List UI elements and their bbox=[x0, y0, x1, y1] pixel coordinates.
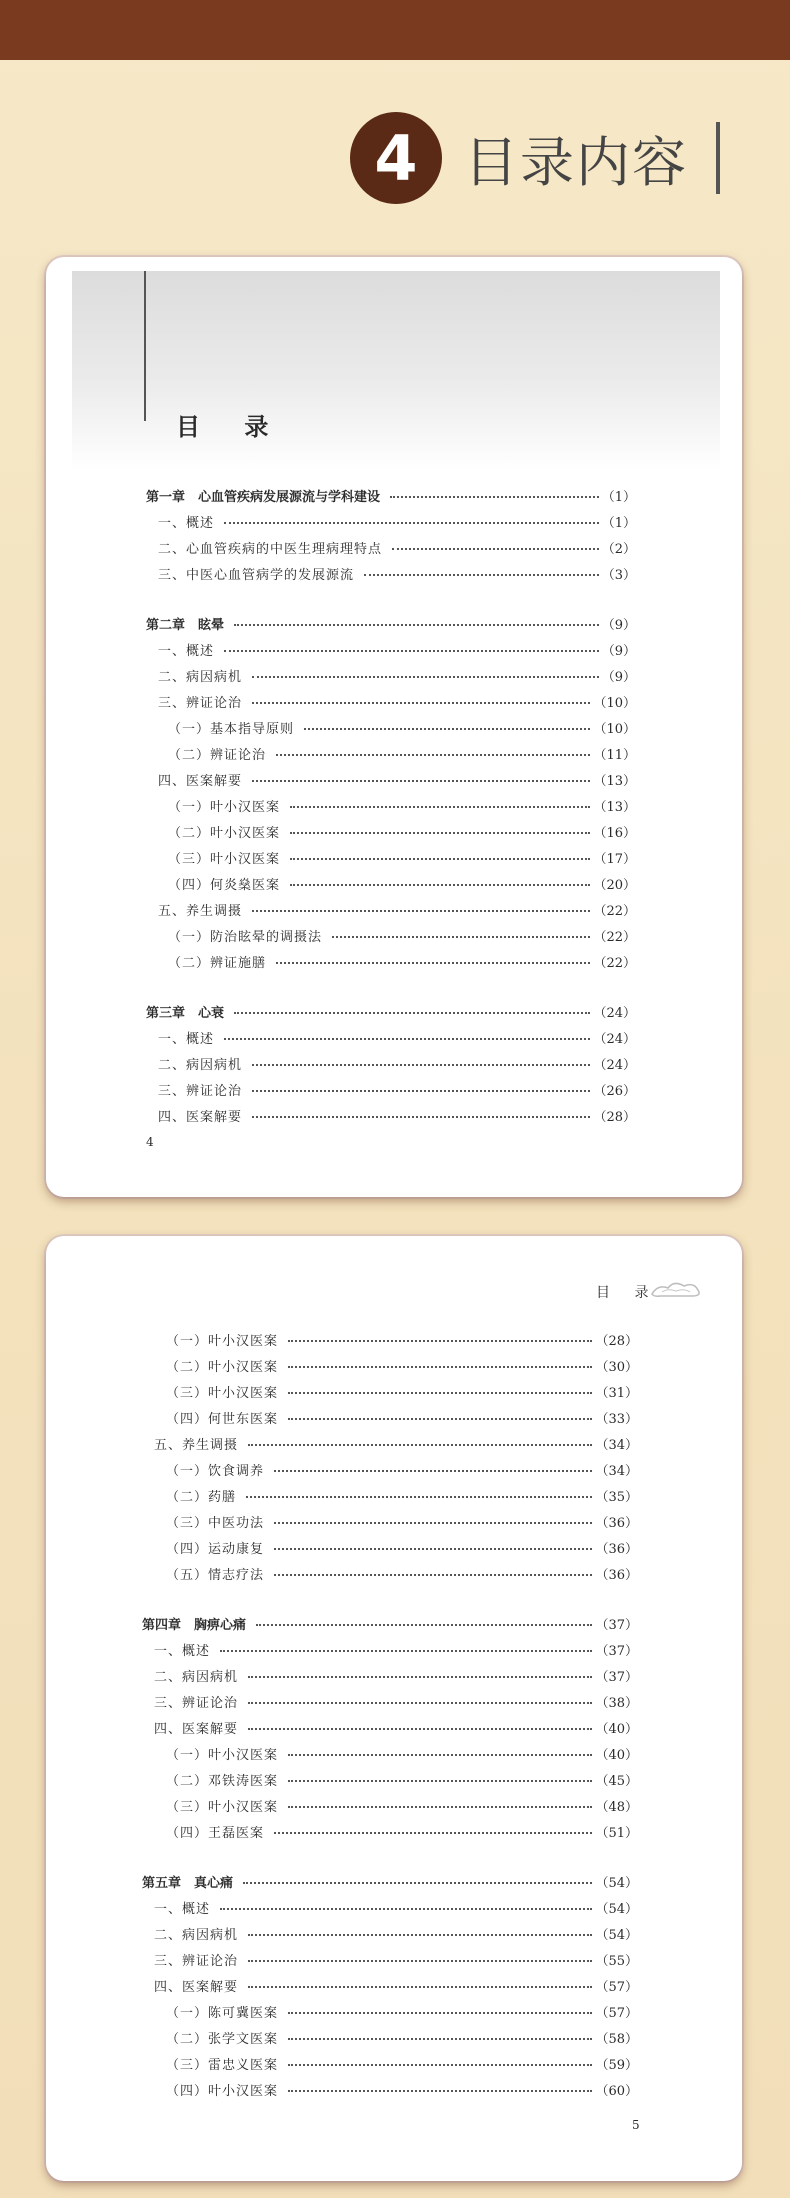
toc-entry-page: （22） bbox=[593, 904, 636, 919]
leader-dots bbox=[288, 1392, 592, 1394]
toc-entry-page: （54） bbox=[595, 1928, 638, 1943]
toc-entry-page: （38） bbox=[595, 1696, 638, 1711]
toc-entry-label: 二、病因病机 bbox=[154, 1670, 239, 1685]
toc-entry bbox=[166, 2002, 638, 2020]
leader-dots bbox=[248, 1444, 592, 1446]
toc-entry-page: （24） bbox=[593, 1006, 636, 1021]
toc-entry-page: （45） bbox=[595, 1774, 638, 1789]
toc-entry bbox=[154, 1640, 638, 1658]
toc-entry-label: 三、辨证论治 bbox=[154, 1954, 239, 1969]
toc-entry-page: （22） bbox=[593, 956, 636, 971]
toc-entry-page: （60） bbox=[595, 2084, 638, 2099]
toc-entry-label: （四）王磊医案 bbox=[166, 1826, 265, 1841]
toc-entry-label: 一、概述 bbox=[158, 644, 215, 659]
toc-entry bbox=[158, 512, 636, 530]
leader-dots bbox=[256, 1624, 592, 1626]
toc-entry-page: （37） bbox=[595, 1670, 638, 1685]
toc-entry bbox=[158, 1054, 636, 1072]
leader-dots bbox=[364, 574, 599, 576]
toc-entry-label: 四、医案解要 bbox=[158, 774, 243, 789]
toc-entry-page: （37） bbox=[595, 1618, 638, 1633]
section-number-badge: 4 bbox=[350, 112, 442, 204]
toc-entry-label: （三）中医功法 bbox=[166, 1516, 265, 1531]
toc-entry bbox=[158, 692, 636, 710]
leader-dots bbox=[276, 754, 590, 756]
toc-entry-page: （36） bbox=[595, 1568, 638, 1583]
toc-entry-label: 五、养生调摄 bbox=[158, 904, 243, 919]
section-title-bar bbox=[716, 122, 720, 194]
toc-entry-label: 三、辨证论治 bbox=[158, 696, 243, 711]
leader-dots bbox=[288, 2012, 592, 2014]
leader-dots bbox=[274, 1574, 592, 1576]
toc-entry-page: （22） bbox=[593, 930, 636, 945]
running-head: 目 录 bbox=[596, 1285, 659, 1301]
leader-dots bbox=[274, 1470, 592, 1472]
leader-dots bbox=[288, 2064, 592, 2066]
leader-dots bbox=[252, 910, 590, 912]
toc-entry bbox=[166, 2054, 638, 2072]
toc-entry bbox=[158, 1028, 636, 1046]
toc-entry-label: （二）邓铁涛医案 bbox=[166, 1774, 279, 1789]
leader-dots bbox=[234, 1012, 590, 1014]
toc-chapter-entry bbox=[142, 1614, 638, 1632]
toc-entry bbox=[168, 822, 636, 840]
toc-entry-page: （57） bbox=[595, 2006, 638, 2021]
leader-dots bbox=[288, 1366, 592, 1368]
leader-dots bbox=[224, 1038, 590, 1040]
toc-entry-page: （34） bbox=[595, 1438, 638, 1453]
toc-entry bbox=[166, 1796, 638, 1814]
toc-entry bbox=[168, 796, 636, 814]
toc-entry bbox=[166, 1512, 638, 1530]
toc-entry bbox=[154, 1692, 638, 1710]
toc-entry bbox=[154, 1976, 638, 1994]
toc-entry-page: （36） bbox=[595, 1516, 638, 1531]
toc-entry-page: （10） bbox=[593, 696, 636, 711]
toc-entry-label: 一、概述 bbox=[154, 1644, 211, 1659]
toc-entry bbox=[154, 1950, 638, 1968]
leader-dots bbox=[234, 624, 599, 626]
leader-dots bbox=[274, 1832, 592, 1834]
toc-entry-page: （3） bbox=[601, 568, 636, 583]
toc-entry-page: （30） bbox=[595, 1360, 638, 1375]
toc-entry bbox=[158, 1106, 636, 1124]
toc-entry-page: （40） bbox=[595, 1722, 638, 1737]
toc-entry-label: （五）情志疗法 bbox=[166, 1568, 265, 1583]
toc-entry-label: （一）基本指导原则 bbox=[168, 722, 295, 737]
toc-entry-label: 五、养生调摄 bbox=[154, 1438, 239, 1453]
toc-entry bbox=[158, 666, 636, 684]
toc-entry-page: （36） bbox=[595, 1542, 638, 1557]
leader-dots bbox=[288, 1780, 592, 1782]
toc-entry-label: （四）何世东医案 bbox=[166, 1412, 279, 1427]
toc-entry-page: （9） bbox=[601, 670, 636, 685]
toc-entry-page: （24） bbox=[593, 1058, 636, 1073]
toc-entry bbox=[154, 1434, 638, 1452]
leader-dots bbox=[248, 1728, 592, 1730]
leader-dots bbox=[332, 936, 590, 938]
toc-entry-label: （一）陈可冀医案 bbox=[166, 2006, 279, 2021]
toc-entry-label: 四、医案解要 bbox=[154, 1722, 239, 1737]
toc-entry-label: 四、医案解要 bbox=[154, 1980, 239, 1995]
toc-chapter-entry bbox=[146, 614, 636, 632]
toc-entry-label: 二、心血管疾病的中医生理病理特点 bbox=[158, 542, 383, 557]
toc-entry-page: （54） bbox=[595, 1876, 638, 1891]
leader-dots bbox=[248, 1702, 592, 1704]
toc-entry bbox=[158, 1080, 636, 1098]
toc-entry-label: 第二章 眩晕 bbox=[146, 618, 225, 633]
toc-entry-label: 三、辨证论治 bbox=[154, 1696, 239, 1711]
toc-entry-label: 三、辨证论治 bbox=[158, 1084, 243, 1099]
toc-entry bbox=[158, 640, 636, 658]
toc-entry-page: （24） bbox=[593, 1032, 636, 1047]
toc-entry-label: （三）雷忠义医案 bbox=[166, 2058, 279, 2073]
leader-dots bbox=[252, 1090, 590, 1092]
toc-entry bbox=[166, 1538, 638, 1556]
toc-entry-page: （34） bbox=[595, 1464, 638, 1479]
toc-chapter-entry bbox=[142, 1872, 638, 1890]
toc-entry-label: （二）张学文医案 bbox=[166, 2032, 279, 2047]
toc-entry-label: （二）辨证论治 bbox=[168, 748, 267, 763]
toc-entry bbox=[166, 1460, 638, 1478]
leader-dots bbox=[288, 1806, 592, 1808]
toc-entry-page: （55） bbox=[595, 1954, 638, 1969]
toc-entry-page: （48） bbox=[595, 1800, 638, 1815]
leader-dots bbox=[220, 1908, 592, 1910]
toc-entry bbox=[168, 874, 636, 892]
toc-entry-page: （58） bbox=[595, 2032, 638, 2047]
toc-entry-page: （37） bbox=[595, 1644, 638, 1659]
toc-entry-page: （2） bbox=[601, 542, 636, 557]
toc-chapter-entry bbox=[146, 1002, 636, 1020]
toc-entry-label: （四）叶小汉医案 bbox=[166, 2084, 279, 2099]
leader-dots bbox=[220, 1650, 592, 1652]
toc-entry-page: （26） bbox=[593, 1084, 636, 1099]
toc-entry-label: 第四章 胸痹心痛 bbox=[142, 1618, 247, 1633]
toc-entry-label: 二、病因病机 bbox=[158, 1058, 243, 1073]
top-banner bbox=[0, 0, 790, 60]
leader-dots bbox=[248, 1676, 592, 1678]
toc-entry-label: （二）药膳 bbox=[166, 1490, 237, 1505]
leader-dots bbox=[290, 884, 590, 886]
toc-entry-label: 第一章 心血管疾病发展源流与学科建设 bbox=[146, 490, 381, 505]
toc-entry bbox=[166, 1822, 638, 1840]
leader-dots bbox=[252, 780, 590, 782]
toc-entry-label: 第五章 真心痛 bbox=[142, 1876, 234, 1891]
toc-entry-page: （1） bbox=[601, 516, 636, 531]
leader-dots bbox=[224, 522, 599, 524]
page-number: 4 bbox=[146, 1135, 154, 1149]
leader-dots bbox=[248, 1960, 592, 1962]
leader-dots bbox=[252, 1064, 590, 1066]
toc-entry-label: 第三章 心衰 bbox=[146, 1006, 225, 1021]
leader-dots bbox=[252, 702, 590, 704]
leader-dots bbox=[246, 1496, 592, 1498]
section-header bbox=[350, 112, 720, 204]
toc-entry-label: （一）叶小汉医案 bbox=[166, 1334, 279, 1349]
toc-entry-page: （9） bbox=[601, 644, 636, 659]
leader-dots bbox=[304, 728, 590, 730]
toc-entry-label: 一、概述 bbox=[158, 516, 215, 531]
leader-dots bbox=[252, 676, 599, 678]
leader-dots bbox=[224, 650, 599, 652]
toc-entry-label: （三）叶小汉医案 bbox=[166, 1800, 279, 1815]
leader-dots bbox=[276, 962, 590, 964]
toc-entry bbox=[168, 718, 636, 736]
toc-entry-page: （28） bbox=[593, 1110, 636, 1125]
cloud-ornament-icon bbox=[648, 1278, 704, 1302]
toc-entry bbox=[166, 1770, 638, 1788]
toc-entry-page: （57） bbox=[595, 1980, 638, 1995]
toc-entry-label: （四）何炎燊医案 bbox=[168, 878, 281, 893]
leader-dots bbox=[288, 1340, 592, 1342]
header-rule bbox=[144, 271, 146, 421]
leader-dots bbox=[290, 806, 590, 808]
toc-entry-label: 一、概述 bbox=[158, 1032, 215, 1047]
leader-dots bbox=[288, 1754, 592, 1756]
toc-entry-label: （三）叶小汉医案 bbox=[166, 1386, 279, 1401]
toc-entry-page: （35） bbox=[595, 1490, 638, 1505]
toc-entry bbox=[168, 926, 636, 944]
toc-entry bbox=[158, 900, 636, 918]
toc-entry-page: （51） bbox=[595, 1826, 638, 1841]
toc-entry-label: 三、中医心血管病学的发展源流 bbox=[158, 568, 355, 583]
toc-entry-label: （二）叶小汉医案 bbox=[168, 826, 281, 841]
toc-entry-page: （13） bbox=[593, 774, 636, 789]
toc-entry-page: （28） bbox=[595, 1334, 638, 1349]
toc-entry-page: （33） bbox=[595, 1412, 638, 1427]
toc-entry bbox=[166, 1330, 638, 1348]
toc-entry-page: （9） bbox=[601, 618, 636, 633]
section-title: 目录内容 bbox=[464, 130, 688, 194]
toc-entry-label: 二、病因病机 bbox=[158, 670, 243, 685]
leader-dots bbox=[288, 2090, 592, 2092]
toc-chapter-entry bbox=[146, 486, 636, 504]
toc-title: 目 录 bbox=[176, 412, 287, 441]
toc-entry bbox=[168, 744, 636, 762]
page-number: 5 bbox=[632, 2118, 640, 2132]
toc-entry bbox=[154, 1898, 638, 1916]
leader-dots bbox=[274, 1522, 592, 1524]
leader-dots bbox=[274, 1548, 592, 1550]
leader-dots bbox=[248, 1986, 592, 1988]
toc-entry bbox=[154, 1924, 638, 1942]
leader-dots bbox=[288, 2038, 592, 2040]
leader-dots bbox=[390, 496, 599, 498]
toc-entry bbox=[168, 848, 636, 866]
toc-entry-label: （二）辨证施膳 bbox=[168, 956, 267, 971]
toc-entry-page: （17） bbox=[593, 852, 636, 867]
toc-entry-page: （1） bbox=[601, 490, 636, 505]
page-header-band bbox=[72, 271, 720, 471]
toc-entry bbox=[166, 2080, 638, 2098]
leader-dots bbox=[392, 548, 599, 550]
leader-dots bbox=[290, 832, 590, 834]
toc-entry-label: （一）叶小汉医案 bbox=[168, 800, 281, 815]
toc-entry bbox=[154, 1718, 638, 1736]
toc-entry bbox=[166, 1744, 638, 1762]
toc-entry bbox=[166, 1356, 638, 1374]
toc-entry bbox=[168, 952, 636, 970]
toc-entry bbox=[158, 770, 636, 788]
toc-entry-page: （40） bbox=[595, 1748, 638, 1763]
toc-entry-page: （54） bbox=[595, 1902, 638, 1917]
toc-entry bbox=[166, 1382, 638, 1400]
toc-entry bbox=[166, 1486, 638, 1504]
leader-dots bbox=[288, 1418, 592, 1420]
toc-entry bbox=[158, 564, 636, 582]
toc-entry bbox=[166, 1564, 638, 1582]
toc-entry-page: （31） bbox=[595, 1386, 638, 1401]
toc-entry-label: 一、概述 bbox=[154, 1902, 211, 1917]
toc-entry bbox=[166, 1408, 638, 1426]
toc-page-2 bbox=[46, 1236, 742, 2181]
toc-entry-page: （11） bbox=[593, 748, 636, 763]
toc-entry-label: 二、病因病机 bbox=[154, 1928, 239, 1943]
toc-entry-page: （10） bbox=[593, 722, 636, 737]
toc-entry-label: （二）叶小汉医案 bbox=[166, 1360, 279, 1375]
toc-page-1 bbox=[46, 257, 742, 1197]
toc-entry-label: （四）运动康复 bbox=[166, 1542, 265, 1557]
toc-entry bbox=[166, 2028, 638, 2046]
leader-dots bbox=[252, 1116, 590, 1118]
toc-entry-page: （13） bbox=[593, 800, 636, 815]
toc-entry-page: （59） bbox=[595, 2058, 638, 2073]
toc-entry-label: （三）叶小汉医案 bbox=[168, 852, 281, 867]
toc-entry bbox=[154, 1666, 638, 1684]
leader-dots bbox=[290, 858, 590, 860]
leader-dots bbox=[248, 1934, 592, 1936]
leader-dots bbox=[243, 1882, 592, 1884]
toc-entry-label: （一）防治眩晕的调摄法 bbox=[168, 930, 323, 945]
toc-entry-page: （16） bbox=[593, 826, 636, 841]
toc-entry-label: （一）饮食调养 bbox=[166, 1464, 265, 1479]
toc-entry bbox=[158, 538, 636, 556]
toc-entry-page: （20） bbox=[593, 878, 636, 893]
toc-entry-label: （一）叶小汉医案 bbox=[166, 1748, 279, 1763]
toc-entry-label: 四、医案解要 bbox=[158, 1110, 243, 1125]
